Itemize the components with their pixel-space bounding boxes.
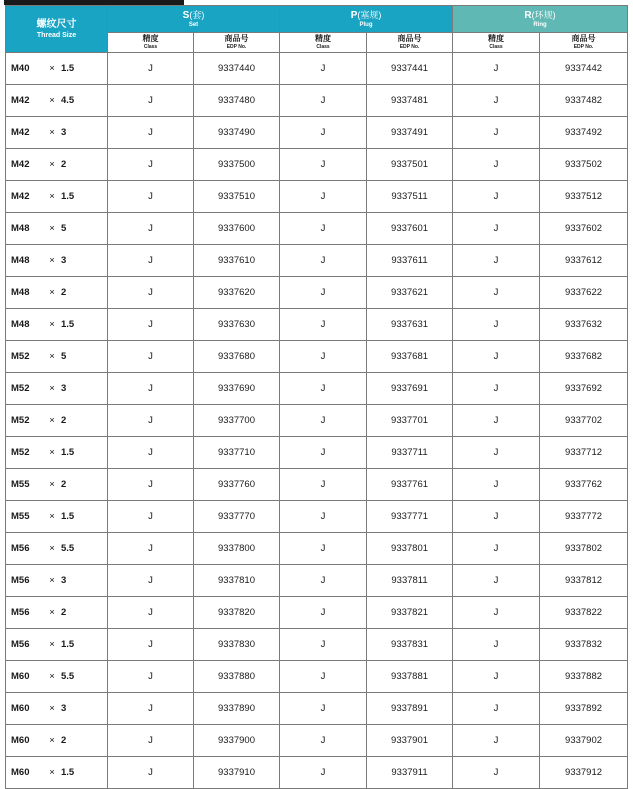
thread-major-size: M42 [11, 159, 30, 170]
set-class-cell: J [108, 341, 194, 373]
plug-class-cell: J [280, 437, 367, 469]
plug-class-cell: J [280, 629, 367, 661]
plug-class-cell: J [280, 565, 367, 597]
ring-class-cell: J [453, 149, 540, 181]
thread-size-cell [6, 533, 108, 565]
table-row [6, 437, 628, 469]
plug-class-cell: J [280, 53, 367, 85]
thread-pitch: 1.5 [61, 511, 75, 522]
times-sign: × [49, 543, 55, 554]
set-edp-cell: 9337480 [194, 85, 280, 117]
plug-edp-cell: 9337711 [367, 437, 453, 469]
set-edp-cell: 9337510 [194, 181, 280, 213]
times-sign: × [49, 479, 55, 490]
thread-major-size: M48 [11, 287, 30, 298]
times-sign: × [49, 767, 55, 778]
ring-class-cell: J [453, 341, 540, 373]
plug-class-cell: J [280, 213, 367, 245]
plug-edp-cell: 9337771 [367, 501, 453, 533]
table-row [6, 53, 628, 85]
set-edp-subheader [194, 33, 280, 53]
thread-pitch: 3 [61, 383, 67, 394]
ring-edp-cell: 9337622 [540, 277, 628, 309]
times-sign: × [49, 351, 55, 362]
plug-edp-cell: 9337831 [367, 629, 453, 661]
thread-size-header-zh: 螺纹尺寸 [36, 18, 77, 30]
ring-edp-cell: 9337682 [540, 341, 628, 373]
plug-class-cell: J [280, 501, 367, 533]
ring-edp-cell: 9337892 [540, 693, 628, 725]
times-sign: × [49, 127, 55, 138]
ring-class-cell: J [453, 213, 540, 245]
plug-edp-cell: 9337801 [367, 533, 453, 565]
ring-class-cell: J [453, 309, 540, 341]
table-row [6, 405, 628, 437]
ring-edp-cell: 9337762 [540, 469, 628, 501]
table-row [6, 341, 628, 373]
ring-class-cell: J [453, 725, 540, 757]
times-sign: × [49, 191, 55, 202]
ring-class-subheader-en: Class [489, 43, 503, 50]
thread-major-size: M52 [11, 447, 30, 458]
plug-edp-cell: 9337891 [367, 693, 453, 725]
plug-edp-cell: 9337821 [367, 597, 453, 629]
plug-edp-cell: 9337621 [367, 277, 453, 309]
set-edp-cell: 9337810 [194, 565, 280, 597]
set-edp-cell: 9337630 [194, 309, 280, 341]
thread-size-cell [6, 629, 108, 661]
set-class-cell: J [108, 533, 194, 565]
plug-group-letter: P [350, 9, 358, 21]
ring-class-cell: J [453, 629, 540, 661]
set-class-cell: J [108, 277, 194, 309]
thread-size-cell [6, 693, 108, 725]
times-sign: × [49, 671, 55, 682]
set-class-cell: J [108, 565, 194, 597]
set-edp-cell: 9337500 [194, 149, 280, 181]
set-class-subheader-en: Class [143, 43, 158, 50]
set-edp-cell: 9337710 [194, 437, 280, 469]
thread-major-size: M60 [11, 703, 30, 714]
thread-pitch: 5.5 [61, 671, 75, 682]
ring-class-cell: J [453, 501, 540, 533]
plug-class-cell: J [280, 245, 367, 277]
table-row [6, 501, 628, 533]
thread-pitch: 3 [61, 703, 67, 714]
set-edp-cell: 9337760 [194, 469, 280, 501]
table-row [6, 245, 628, 277]
thread-pitch: 1.5 [61, 639, 75, 650]
set-class-subheader [108, 33, 194, 53]
plug-class-cell: J [280, 757, 367, 789]
set-class-cell: J [108, 437, 194, 469]
thread-pitch: 2 [61, 415, 67, 426]
plug-edp-cell: 9337481 [367, 85, 453, 117]
thread-major-size: M52 [11, 415, 30, 426]
plug-group-en: Plug [359, 21, 373, 28]
times-sign: × [49, 287, 55, 298]
ring-edp-cell: 9337832 [540, 629, 628, 661]
thread-major-size: M48 [11, 319, 30, 330]
times-sign: × [49, 383, 55, 394]
thread-pitch: 5.5 [61, 543, 75, 554]
ring-class-cell: J [453, 661, 540, 693]
set-edp-cell: 9337900 [194, 725, 280, 757]
table-row [6, 597, 628, 629]
times-sign: × [49, 511, 55, 522]
thread-size-header-en: Thread Size [36, 31, 77, 39]
set-class-cell: J [108, 469, 194, 501]
set-edp-cell: 9337820 [194, 597, 280, 629]
set-edp-cell: 9337440 [194, 53, 280, 85]
ring-class-cell: J [453, 53, 540, 85]
thread-size-cell [6, 341, 108, 373]
ring-edp-cell: 9337492 [540, 117, 628, 149]
table-row [6, 469, 628, 501]
times-sign: × [49, 703, 55, 714]
thread-size-cell [6, 245, 108, 277]
ring-group-letter: R [524, 9, 532, 21]
set-class-cell: J [108, 757, 194, 789]
set-edp-cell: 9337620 [194, 277, 280, 309]
thread-major-size: M42 [11, 127, 30, 138]
thread-major-size: M52 [11, 351, 30, 362]
thread-major-size: M48 [11, 255, 30, 266]
thread-pitch: 2 [61, 159, 67, 170]
thread-major-size: M48 [11, 223, 30, 234]
table-row [6, 309, 628, 341]
ring-edp-subheader [540, 33, 628, 53]
ring-edp-cell: 9337692 [540, 373, 628, 405]
plug-group-header [280, 6, 453, 33]
ring-class-cell: J [453, 757, 540, 789]
ring-edp-cell: 9337772 [540, 501, 628, 533]
ring-group-zh: (环规) [531, 9, 556, 20]
set-class-cell: J [108, 53, 194, 85]
thread-size-cell [6, 277, 108, 309]
thread-major-size: M60 [11, 767, 30, 778]
times-sign: × [49, 575, 55, 586]
ring-group-en: Ring [533, 21, 547, 28]
set-edp-cell: 9337610 [194, 245, 280, 277]
set-group-header [108, 6, 280, 33]
ring-edp-subheader-zh: 商品号 [571, 33, 596, 43]
plug-edp-cell: 9337761 [367, 469, 453, 501]
set-edp-cell: 9337600 [194, 213, 280, 245]
times-sign: × [49, 607, 55, 618]
set-class-cell: J [108, 85, 194, 117]
thread-major-size: M52 [11, 383, 30, 394]
plug-class-cell: J [280, 533, 367, 565]
set-edp-cell: 9337830 [194, 629, 280, 661]
table-row [6, 693, 628, 725]
table-row [6, 149, 628, 181]
plug-class-cell: J [280, 405, 367, 437]
ring-class-cell: J [453, 565, 540, 597]
set-group-en: Set [188, 21, 199, 28]
table-row [6, 725, 628, 757]
set-edp-cell: 9337880 [194, 661, 280, 693]
thread-major-size: M42 [11, 95, 30, 106]
plug-class-subheader [280, 33, 367, 53]
thread-size-cell [6, 309, 108, 341]
ring-class-subheader [453, 33, 540, 53]
table-row [6, 181, 628, 213]
times-sign: × [49, 639, 55, 650]
set-edp-cell: 9337680 [194, 341, 280, 373]
thread-major-size: M56 [11, 543, 30, 554]
ring-class-cell: J [453, 245, 540, 277]
times-sign: × [49, 447, 55, 458]
plug-edp-cell: 9337611 [367, 245, 453, 277]
thread-size-cell [6, 597, 108, 629]
thread-size-cell [6, 501, 108, 533]
plug-class-cell: J [280, 469, 367, 501]
set-edp-subheader-en: EDP No. [226, 43, 247, 50]
thread-size-cell [6, 85, 108, 117]
thread-major-size: M55 [11, 479, 30, 490]
plug-class-cell: J [280, 725, 367, 757]
set-class-cell: J [108, 181, 194, 213]
thread-pitch: 4.5 [61, 95, 75, 106]
plug-edp-cell: 9337691 [367, 373, 453, 405]
plug-edp-cell: 9337501 [367, 149, 453, 181]
thread-size-cell [6, 405, 108, 437]
ring-edp-cell: 9337882 [540, 661, 628, 693]
ring-edp-cell: 9337712 [540, 437, 628, 469]
plug-class-subheader-zh: 精度 [315, 33, 332, 43]
times-sign: × [49, 319, 55, 330]
ring-edp-cell: 9337482 [540, 85, 628, 117]
thread-size-cell [6, 213, 108, 245]
ring-edp-cell: 9337612 [540, 245, 628, 277]
thread-size-cell [6, 181, 108, 213]
set-edp-subheader-zh: 商品号 [224, 33, 249, 43]
set-class-cell: J [108, 629, 194, 661]
times-sign: × [49, 223, 55, 234]
times-sign: × [49, 159, 55, 170]
set-edp-cell: 9337910 [194, 757, 280, 789]
ring-class-cell: J [453, 373, 540, 405]
set-class-cell: J [108, 309, 194, 341]
thread-gauge-table [5, 5, 628, 789]
set-edp-cell: 9337890 [194, 693, 280, 725]
table-row [6, 533, 628, 565]
set-class-cell: J [108, 661, 194, 693]
thread-size-cell [6, 53, 108, 85]
ring-edp-cell: 9337502 [540, 149, 628, 181]
set-edp-cell: 9337490 [194, 117, 280, 149]
table-row [6, 117, 628, 149]
set-class-cell: J [108, 405, 194, 437]
thread-pitch: 1.5 [61, 63, 75, 74]
plug-class-cell: J [280, 309, 367, 341]
plug-edp-cell: 9337681 [367, 341, 453, 373]
set-class-subheader-zh: 精度 [142, 33, 159, 43]
set-class-cell: J [108, 213, 194, 245]
plug-edp-cell: 9337601 [367, 213, 453, 245]
plug-class-cell: J [280, 661, 367, 693]
thread-major-size: M60 [11, 671, 30, 682]
plug-class-cell: J [280, 117, 367, 149]
plug-class-cell: J [280, 181, 367, 213]
thread-pitch: 5 [61, 223, 67, 234]
plug-edp-cell: 9337881 [367, 661, 453, 693]
plug-class-subheader-en: Class [316, 43, 330, 50]
thread-pitch: 2 [61, 607, 67, 618]
plug-edp-cell: 9337491 [367, 117, 453, 149]
thread-major-size: M60 [11, 735, 30, 746]
ring-edp-cell: 9337632 [540, 309, 628, 341]
thread-size-header [6, 6, 108, 53]
set-class-cell: J [108, 501, 194, 533]
table-row [6, 661, 628, 693]
table-row [6, 565, 628, 597]
set-class-cell: J [108, 693, 194, 725]
set-edp-cell: 9337690 [194, 373, 280, 405]
ring-edp-cell: 9337442 [540, 53, 628, 85]
set-class-cell: J [108, 117, 194, 149]
ring-edp-cell: 9337912 [540, 757, 628, 789]
thread-pitch: 3 [61, 127, 67, 138]
table-row [6, 213, 628, 245]
thread-size-cell [6, 469, 108, 501]
set-edp-cell: 9337770 [194, 501, 280, 533]
ring-edp-subheader-en: EDP No. [573, 43, 594, 50]
set-edp-cell: 9337800 [194, 533, 280, 565]
ring-edp-cell: 9337512 [540, 181, 628, 213]
thread-major-size: M56 [11, 607, 30, 618]
plug-edp-cell: 9337511 [367, 181, 453, 213]
table-row [6, 757, 628, 789]
times-sign: × [49, 95, 55, 106]
plug-group-zh: (塞规) [357, 9, 382, 20]
plug-edp-cell: 9337911 [367, 757, 453, 789]
thread-pitch: 3 [61, 575, 67, 586]
set-class-cell: J [108, 373, 194, 405]
table-row [6, 277, 628, 309]
thread-major-size: M56 [11, 575, 30, 586]
plug-class-cell: J [280, 277, 367, 309]
ring-class-cell: J [453, 405, 540, 437]
plug-edp-cell: 9337441 [367, 53, 453, 85]
thread-size-cell [6, 725, 108, 757]
plug-edp-cell: 9337811 [367, 565, 453, 597]
thread-size-cell [6, 565, 108, 597]
ring-class-cell: J [453, 597, 540, 629]
plug-class-cell: J [280, 693, 367, 725]
thread-major-size: M42 [11, 191, 30, 202]
plug-class-cell: J [280, 597, 367, 629]
ring-class-subheader-zh: 精度 [488, 33, 505, 43]
thread-size-cell [6, 149, 108, 181]
thread-pitch: 1.5 [61, 319, 75, 330]
plug-class-cell: J [280, 149, 367, 181]
plug-edp-subheader-en: EDP No. [399, 43, 420, 50]
plug-class-cell: J [280, 341, 367, 373]
thread-major-size: M56 [11, 639, 30, 650]
thread-pitch: 1.5 [61, 191, 75, 202]
ring-edp-cell: 9337802 [540, 533, 628, 565]
thread-pitch: 1.5 [61, 447, 75, 458]
thread-major-size: M55 [11, 511, 30, 522]
set-group-letter: S [182, 9, 190, 21]
set-class-cell: J [108, 725, 194, 757]
times-sign: × [49, 63, 55, 74]
ring-group-header [453, 6, 628, 33]
set-class-cell: J [108, 245, 194, 277]
table-row [6, 85, 628, 117]
thread-pitch: 2 [61, 735, 67, 746]
set-class-cell: J [108, 597, 194, 629]
thread-size-cell [6, 117, 108, 149]
thread-pitch: 3 [61, 255, 67, 266]
times-sign: × [49, 735, 55, 746]
plug-edp-cell: 9337631 [367, 309, 453, 341]
set-class-cell: J [108, 149, 194, 181]
table-row [6, 629, 628, 661]
thread-size-cell [6, 661, 108, 693]
times-sign: × [49, 415, 55, 426]
ring-class-cell: J [453, 693, 540, 725]
thread-size-cell [6, 437, 108, 469]
plug-class-cell: J [280, 85, 367, 117]
thread-pitch: 2 [61, 287, 67, 298]
ring-class-cell: J [453, 277, 540, 309]
thread-pitch: 2 [61, 479, 67, 490]
plug-edp-cell: 9337701 [367, 405, 453, 437]
thread-major-size: M40 [11, 63, 30, 74]
plug-edp-cell: 9337901 [367, 725, 453, 757]
ring-class-cell: J [453, 117, 540, 149]
ring-class-cell: J [453, 85, 540, 117]
ring-class-cell: J [453, 469, 540, 501]
ring-class-cell: J [453, 533, 540, 565]
thread-size-cell [6, 757, 108, 789]
plug-class-cell: J [280, 373, 367, 405]
table-row [6, 373, 628, 405]
set-group-zh: (套) [189, 9, 205, 20]
set-edp-cell: 9337700 [194, 405, 280, 437]
ring-class-cell: J [453, 437, 540, 469]
ring-edp-cell: 9337812 [540, 565, 628, 597]
thread-pitch: 5 [61, 351, 67, 362]
plug-edp-subheader [367, 33, 453, 53]
thread-pitch: 1.5 [61, 767, 75, 778]
thread-size-cell [6, 373, 108, 405]
plug-edp-subheader-zh: 商品号 [397, 33, 422, 43]
ring-edp-cell: 9337702 [540, 405, 628, 437]
ring-class-cell: J [453, 181, 540, 213]
ring-edp-cell: 9337822 [540, 597, 628, 629]
ring-edp-cell: 9337902 [540, 725, 628, 757]
ring-edp-cell: 9337602 [540, 213, 628, 245]
times-sign: × [49, 255, 55, 266]
